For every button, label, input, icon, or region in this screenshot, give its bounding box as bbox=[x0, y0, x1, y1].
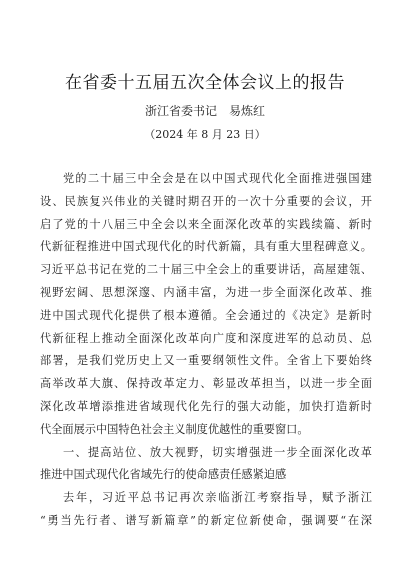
section-heading-line: 一、提高站位、放大视野，切实增强进一步全面深化改革 bbox=[63, 445, 372, 459]
document-title: 在省委十五届五次全体会议上的报告 bbox=[65, 73, 345, 93]
body-line: 习近平总书记在党的二十届三中全会上的重要讲话，高屋建瓴、 bbox=[40, 263, 372, 277]
author-line: 浙江省委书记 易炼红 bbox=[144, 104, 265, 118]
body-line: 代新征程推进中国式现代化的时代新篇，具有重大里程碑意义。 bbox=[40, 240, 372, 254]
document-body bbox=[40, 168, 372, 533]
body-line: 代全面展示中国特色社会主义制度优越性的重要窗口。 bbox=[40, 422, 309, 436]
body-line: 部署，是我们党历史上又一重要纲领性文件。全省上下要始终 bbox=[40, 354, 372, 368]
body-line: 启了党的十八届三中全会以来全面深化改革的实践续篇、新时 bbox=[40, 217, 372, 231]
body-line: 去年，习近平总书记再次亲临浙江考察指导，赋予浙江 bbox=[63, 491, 372, 505]
body-line: 高举改革大旗、保持改革定力、彰显改革担当，以进一步全面 bbox=[40, 377, 372, 391]
body-line: 深化改革增添推进省域现代化先行的强大动能，加快打造新时 bbox=[40, 399, 372, 413]
body-line: “勇当先行者、谱写新篇章”的新定位新使命，强调要“在深 bbox=[40, 513, 372, 527]
body-line: 党的二十届三中全会是在以中国式现代化全面推进强国建 bbox=[63, 172, 372, 185]
body-line: 代新征程上推动全面深化改革向广度和深度进军的总动员、总 bbox=[40, 331, 372, 345]
section-heading-line: 推进中国式现代化省域先行的使命感责任感紧迫感 bbox=[40, 468, 287, 482]
body-line: 视野宏阔、思想深邃、内涵丰富，为进一步全面深化改革、推 bbox=[40, 285, 372, 299]
body-line: 进中国式现代化提供了根本遵循。全会通过的《决定》是新时 bbox=[40, 308, 372, 322]
report-date: （2024 年 8 月 23 日） bbox=[144, 128, 266, 141]
body-line: 设、民族复兴伟业的关键时期召开的一次十分重要的会议，开 bbox=[40, 194, 372, 208]
